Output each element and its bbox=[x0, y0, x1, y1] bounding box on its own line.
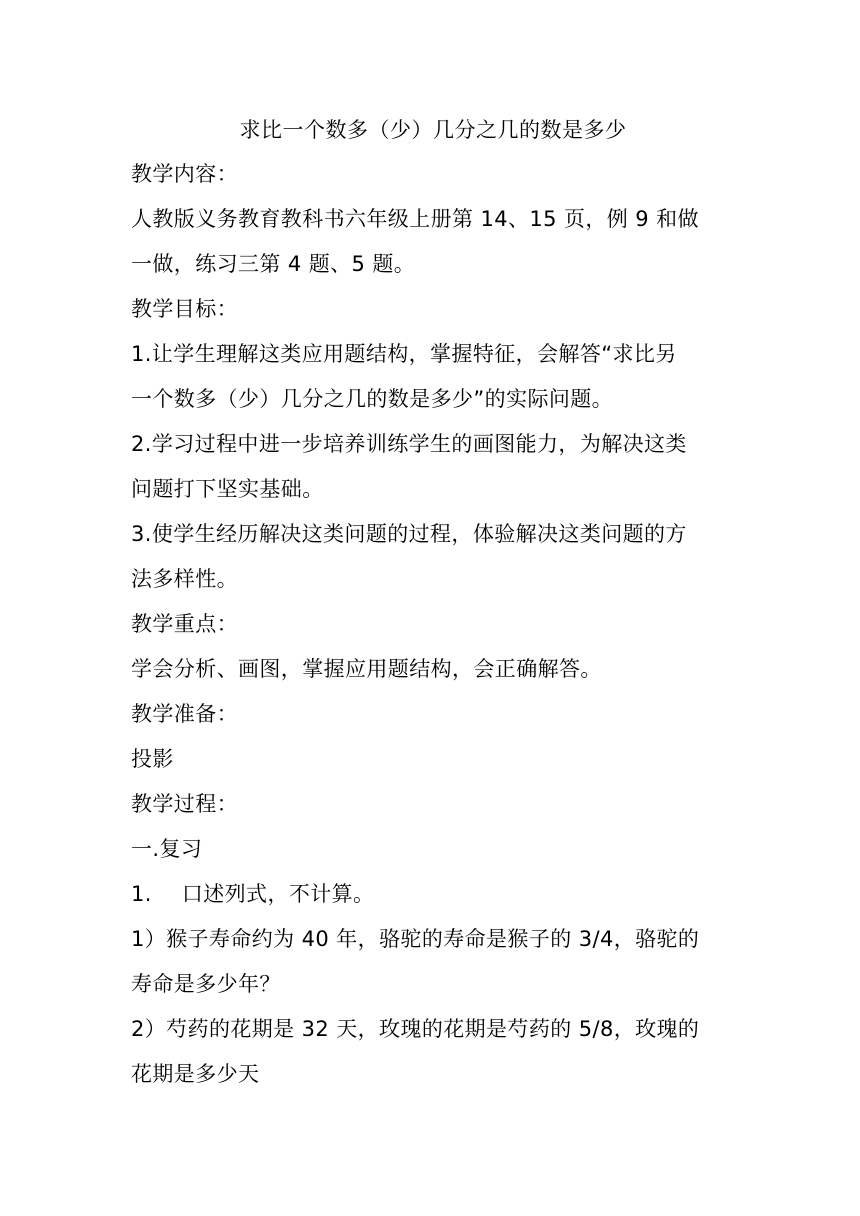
question-text-line: 花期是多少天 bbox=[131, 1062, 260, 1086]
section-heading-process: 教学过程： bbox=[131, 792, 238, 816]
teaching-prep-section bbox=[131, 692, 735, 782]
teaching-process-section bbox=[131, 782, 735, 1097]
goal-text-line: 3.使学生经历解决这类问题的过程，体验解决这类问题的方 bbox=[131, 522, 687, 546]
question-text-line: 寿命是多少年？ bbox=[131, 972, 281, 996]
document-title: 求比一个数多（少）几分之几的数是多少 bbox=[239, 118, 627, 142]
teaching-content-section bbox=[131, 152, 735, 287]
question-text-line: 1）猴子寿命约为 40 年，骆驼的寿命是猴子的 3/4，骆驼的 bbox=[131, 927, 700, 951]
list-item-1 bbox=[131, 872, 735, 917]
document-body bbox=[131, 108, 735, 1097]
section-heading-goals: 教学目标： bbox=[131, 297, 238, 321]
content-text-line: 人教版义务教育教科书六年级上册第 14、15 页，例 9 和做 bbox=[131, 207, 699, 231]
section-heading-content: 教学内容： bbox=[131, 162, 238, 186]
goal-text-line: 法多样性。 bbox=[131, 567, 238, 591]
list-item-number: 1. bbox=[131, 882, 152, 906]
focus-text-line: 学会分析、画图，掌握应用题结构，会正确解答。 bbox=[131, 657, 602, 681]
section-heading-prep: 教学准备： bbox=[131, 702, 238, 726]
section-heading-focus: 教学重点： bbox=[131, 612, 238, 636]
goal-text-line: 一个数多（少）几分之几的数是多少”的实际问题。 bbox=[131, 387, 614, 411]
goal-text-line: 1.让学生理解这类应用题结构，掌握特征，会解答“求比另 bbox=[131, 342, 677, 366]
goal-text-line: 问题打下坚实基础。 bbox=[131, 477, 324, 501]
question-text-line: 2）芍药的花期是 32 天，玫瑰的花期是芍药的 5/8，玫瑰的 bbox=[131, 1017, 700, 1041]
goal-text-line: 2.学习过程中进一步培养训练学生的画图能力，为解决这类 bbox=[131, 432, 687, 456]
teaching-goals-section bbox=[131, 287, 735, 602]
review-heading: 一.复习 bbox=[131, 837, 203, 861]
prep-text-line: 投影 bbox=[131, 747, 174, 771]
teaching-focus-section bbox=[131, 602, 735, 692]
list-item-text: 口述列式，不计算。 bbox=[181, 882, 375, 906]
content-text-line: 一做，练习三第 4 题、5 题。 bbox=[131, 252, 416, 276]
